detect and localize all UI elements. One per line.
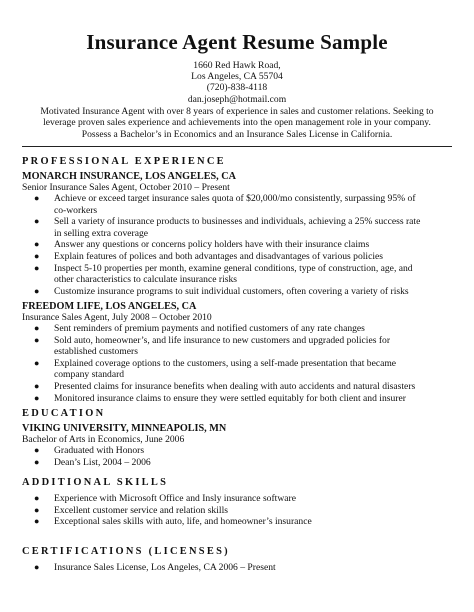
bullet-item [22,381,452,393]
bullet-text: in selling extra coverage [54,227,149,239]
bullet-dot-icon: ● [34,262,40,273]
skills-bullets [22,493,452,528]
education-school: VIKING UNIVERSITY, MINNEAPOLIS, MN [22,423,227,434]
contact-city: Los Angeles, CA 55704 [191,71,283,83]
bullet-text: Sell a variety of insurance products to businesses and individuals, achieving a 25% success rate [54,216,421,228]
bullet-dot-icon: ● [34,445,40,455]
bullet-text: Explain features of polices and both advantages and disadvantages of various policies [54,250,384,262]
bullet-text: Sent reminders of premium payments and notified customers of any rate changes [54,323,365,334]
bullet-text: Achieve or exceed target insurance sales quota of $20,000/mo consistently, surpassing 95% of [54,193,416,204]
bullet-dot-icon: ● [34,193,40,203]
bullet-item [22,263,452,286]
bullet-text: Sold auto, homeowner’s, and life insurance to new customers and upgraded policies for [54,334,391,346]
bullet-dot-icon: ● [34,216,40,227]
bullet-item [22,239,452,251]
bullet-dot-icon: ● [34,562,40,572]
bullet-text: Experience with Microsoft Office and Insly insurance software [54,493,296,504]
job-employer: MONARCH INSURANCE, LOS ANGELES, CA [22,171,236,182]
bullet-item [22,393,452,405]
bullet-text: Dean’s List, 2004 – 2006 [54,456,151,468]
resume-title: Insurance Agent Resume Sample [86,30,388,54]
contact-phone: (720)-838-4118 [206,82,268,94]
summary-paragraph [22,106,452,140]
bullet-dot-icon: ● [34,380,40,391]
bullet-item [22,445,452,457]
certifications-heading: CERTIFICATIONS (LICENSES) [22,546,230,557]
job-role: Insurance Sales Agent, July 2008 – October 2010 [22,312,212,323]
job-bullets [22,323,452,404]
bullet-text: established customers [54,346,138,358]
bullet-item [22,505,452,517]
job-role: Senior Insurance Sales Agent, October 2010 – Present [22,182,230,193]
bullet-dot-icon: ● [34,516,40,527]
summary-line: Motivated Insurance Agent with over 8 years of experience in sales and customer relations. Seeking to [40,106,434,117]
experience-heading: PROFESSIONAL EXPERIENCE [22,156,226,167]
bullet-dot-icon: ● [34,250,40,261]
summary-line: leverage proven sales experience and achievements into the open management role in your company. [43,117,431,129]
bullet-dot-icon: ● [34,357,40,368]
bullet-item [22,358,452,381]
job-employer: FREEDOM LIFE, LOS ANGELES, CA [22,301,197,312]
education-heading: EDUCATION [22,408,106,419]
bullet-text: Insurance Sales License, Los Angeles, CA 2006 – Present [54,562,276,573]
job-bullets [22,193,452,297]
bullet-item [22,251,452,263]
summary-line: Possess a Bachelor’s in Economics and an Insurance Sales License in California. [81,128,393,140]
bullet-item [22,216,452,239]
bullet-text: Customize insurance programs to suit individual customers, often covering a variety of risks [54,285,409,297]
education-degree: Bachelor of Arts in Economics, June 2006 [22,434,185,445]
education-bullets [22,445,452,468]
bullet-text: Excellent customer service and relation skills [54,504,228,516]
bullet-dot-icon: ● [34,323,40,333]
bullet-dot-icon: ● [34,392,40,403]
contact-email: dan.joseph@hotmail.com [187,93,287,105]
bullet-text: Monitored insurance claims to ensure they were settled equitably for both client and insurer [54,392,406,404]
bullet-text: other characteristics to calculate insurance risks [54,274,237,286]
bullet-dot-icon: ● [34,504,40,515]
bullet-item [22,323,452,335]
bullet-item [22,457,452,469]
section-divider [22,146,452,147]
bullet-item [22,193,452,216]
skills-heading: ADDITIONAL SKILLS [22,477,169,488]
certifications-bullets [22,562,452,574]
bullet-dot-icon: ● [34,285,40,296]
contact-block [22,60,452,105]
bullet-text: Answer any questions or concerns policy holders have with their insurance claims [54,239,370,251]
bullet-item [22,286,452,298]
contact-address: 1660 Red Hawk Road, [193,60,281,71]
bullet-text: company standard [54,369,125,381]
bullet-text: Graduated with Honors [54,445,145,456]
bullet-text: Exceptional sales skills with auto, life, and homeowner’s insurance [54,516,312,528]
bullet-item [22,493,452,505]
bullet-text: Inspect 5-10 properties per month, examine general conditions, type of construction, age, and [54,262,413,274]
bullet-text: Explained coverage options to the customers, using a self-made presentation that became [54,357,397,369]
bullet-text: Presented claims for insurance benefits when dealing with auto accidents and natural disasters [54,380,416,392]
bullet-item [22,516,452,528]
bullet-dot-icon: ● [34,334,40,345]
bullet-item [22,335,452,358]
bullet-dot-icon: ● [34,493,40,503]
bullet-dot-icon: ● [34,456,40,467]
bullet-text: co-workers [54,204,98,216]
bullet-item [22,562,452,574]
bullet-dot-icon: ● [34,239,40,250]
